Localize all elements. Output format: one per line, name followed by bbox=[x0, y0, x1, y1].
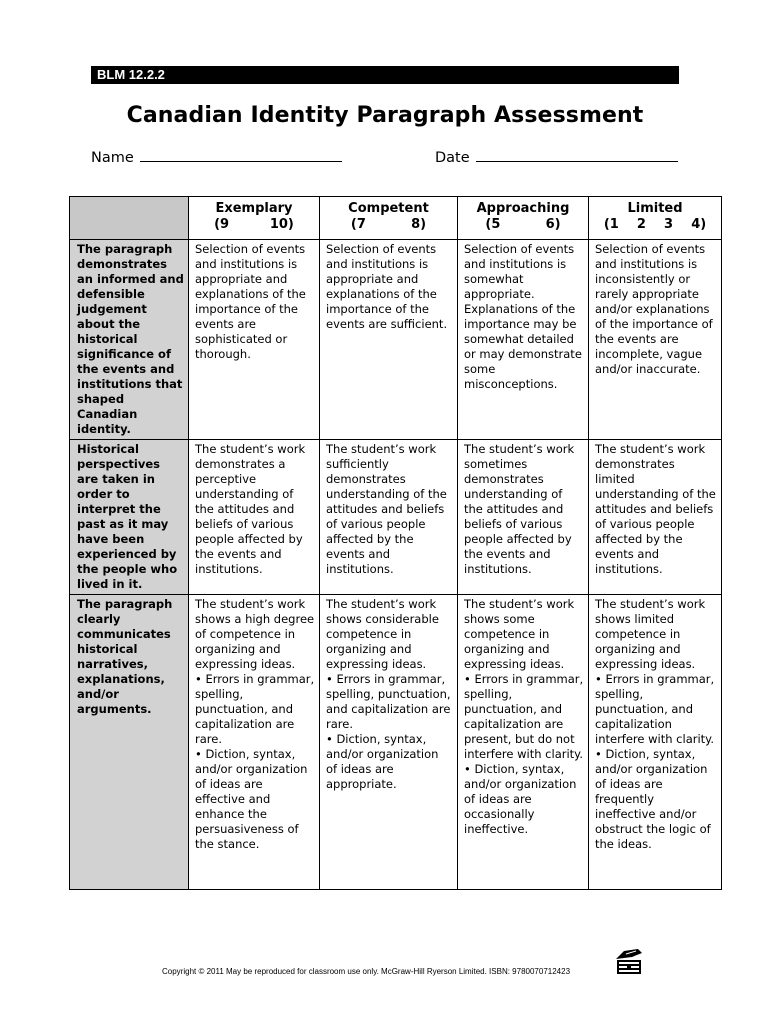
rubric-row-communication bbox=[70, 595, 722, 890]
name-label: Name bbox=[91, 150, 134, 166]
column-range: (5 6) bbox=[485, 217, 561, 232]
descriptor-limited: The student’s work demonstrates limited understanding of the attitudes and beliefs of various people affected by the events and institutions. bbox=[589, 440, 722, 595]
descriptor-bullet: • Errors in grammar, spelling, punctuation, and capitalization are rare. bbox=[326, 672, 451, 731]
criterion-cell: The paragraph demonstrates an informed and defensible judgement about the historical significance of the events and institutions that shaped Canadian identity. bbox=[70, 240, 189, 440]
column-name: Exemplary bbox=[215, 201, 293, 216]
criterion-cell: Historical perspectives are taken in order to interpret the past as it may have been experienced by the people who lived in it. bbox=[70, 440, 189, 595]
rubric-row-perspectives bbox=[70, 440, 722, 595]
descriptor-approaching bbox=[458, 595, 589, 890]
page-title: Canadian Identity Paragraph Assessment bbox=[126, 103, 644, 128]
rubric-header-row bbox=[70, 197, 722, 240]
date-blank-line[interactable] bbox=[476, 147, 678, 162]
descriptor-limited: Selection of events and institutions is inconsistently or rarely appropriate and/or explanations of the importance of the events are incomplete, vague and/or inaccurate. bbox=[589, 240, 722, 440]
descriptor-bullet: • Errors in grammar, spelling, punctuation, and capitalization are present, but do not interfere with clarity. bbox=[464, 672, 584, 761]
assessment-rubric-table bbox=[69, 196, 722, 890]
descriptor-bullet: • Diction, syntax, and/or organization of ideas are appropriate. bbox=[326, 732, 439, 791]
name-blank-line[interactable] bbox=[140, 147, 342, 162]
column-header-competent bbox=[320, 197, 458, 240]
descriptor-competent: The student’s work sufficiently demonstrates understanding of the attitudes and beliefs of various people affected by the events and institutions. bbox=[320, 440, 458, 595]
descriptor-approaching: The student’s work sometimes demonstrates understanding of the attitudes and beliefs of various people affected by the events and institutions. bbox=[458, 440, 589, 595]
column-range: (9 10) bbox=[214, 217, 294, 232]
column-name: Approaching bbox=[476, 201, 570, 216]
descriptor-bullet: • Diction, syntax, and/or organization of ideas are frequently ineffective and/or obstruct the logic of the ideas. bbox=[595, 747, 711, 851]
date-label: Date bbox=[435, 150, 470, 166]
column-range: (7 8) bbox=[350, 217, 427, 232]
column-header-exemplary bbox=[189, 197, 320, 240]
descriptor-bullet: • Errors in grammar, spelling, punctuation, and capitalization interfere with clarity. bbox=[595, 672, 715, 746]
descriptor-text: The student’s work shows a high degree of competence in organizing and expressing ideas. bbox=[195, 597, 315, 671]
descriptor-text: The student’s work shows limited competence in organizing and expressing ideas. bbox=[595, 597, 706, 671]
descriptor-bullet: • Errors in grammar, spelling, punctuation, and capitalization are rare. bbox=[195, 672, 315, 746]
column-header-limited bbox=[589, 197, 722, 240]
descriptor-text: The student’s work shows some competence in organizing and expressing ideas. bbox=[464, 597, 575, 671]
descriptor-approaching: Selection of events and institutions is somewhat appropriate. Explanations of the importance may be somewhat detailed or may demonstrate some misconceptions. bbox=[458, 240, 589, 440]
descriptor-limited bbox=[589, 595, 722, 890]
date-field bbox=[435, 147, 678, 166]
column-name: Competent bbox=[348, 201, 429, 216]
column-name: Limited bbox=[627, 201, 683, 216]
copyright-footer: Copyright © 2011 May be reproduced for classroom use only. McGraw-Hill Ryerson Limited. ISBN: 9780070712423 bbox=[162, 967, 571, 976]
column-range: (1 2 3 4) bbox=[603, 217, 707, 232]
descriptor-text: The student’s work shows considerable competence in organizing and expressing ideas. bbox=[326, 597, 439, 671]
descriptor-competent: Selection of events and institutions is appropriate and explanations of the importance of the events are sufficient. bbox=[320, 240, 458, 440]
descriptor-exemplary bbox=[189, 595, 320, 890]
rubric-header-blank bbox=[70, 197, 189, 240]
descriptor-bullet: • Diction, syntax, and/or organization of ideas are occasionally ineffective. bbox=[464, 762, 577, 836]
rubric-row-significance bbox=[70, 240, 722, 440]
blm-label: BLM 12.2.2 bbox=[91, 66, 679, 84]
descriptor-exemplary: Selection of events and institutions is appropriate and explanations of the importance of the events are sophisticated or thorough. bbox=[189, 240, 320, 440]
descriptor-exemplary: The student’s work demonstrates a perceptive understanding of the attitudes and beliefs of various people affected by the events and institutions. bbox=[189, 440, 320, 595]
descriptor-bullet: • Diction, syntax, and/or organization of ideas are effective and enhance the persuasiveness of the stance. bbox=[195, 747, 308, 851]
name-field bbox=[91, 147, 342, 166]
book-chest-icon bbox=[612, 945, 646, 977]
descriptor-competent bbox=[320, 595, 458, 890]
criterion-cell: The paragraph clearly communicates historical narratives, explanations, and/or arguments. bbox=[70, 595, 189, 890]
column-header-approaching bbox=[458, 197, 589, 240]
